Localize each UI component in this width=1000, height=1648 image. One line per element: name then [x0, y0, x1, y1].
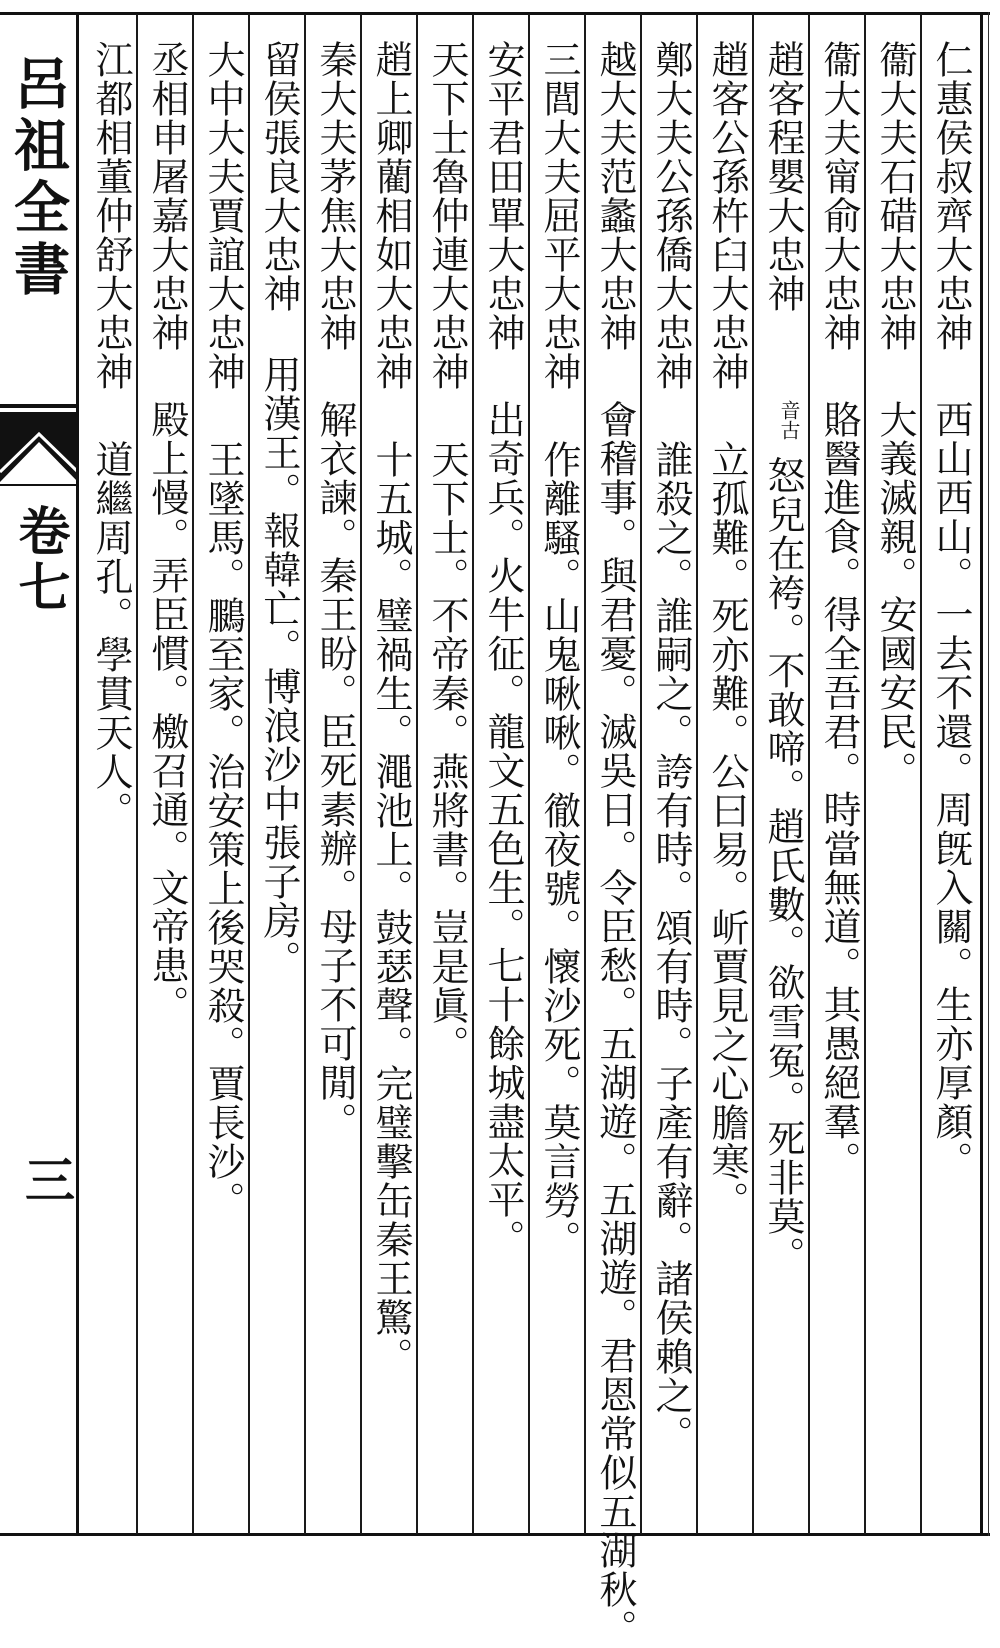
verse-text: 會稽事。與君憂。滅吳日。令臣愁。五湖遊。五湖遊。君恩常似五湖秋。 [593, 400, 637, 1648]
book-title: 呂祖全書 [5, 54, 71, 302]
verse-text: 誰殺之。誰嗣之。誇有時。頌有時。子產有辭。諸侯賴之。 [649, 440, 693, 1454]
deity-title: 越大夫范蠡大忠神 [593, 40, 637, 352]
deity-title: 衞大夫甯俞大忠神 [817, 40, 861, 352]
page-number: 三 [17, 1154, 76, 1204]
margin-divider [76, 14, 79, 1534]
verse-text: 天下士。不帝秦。燕將書。豈是眞。 [425, 440, 469, 1064]
verse-text: 出奇兵。火牛征。龍文五色生。七十餘城盡太平。 [481, 400, 525, 1258]
page-margin [0, 14, 78, 1534]
deity-title: 趙客程嬰大忠神 [761, 40, 805, 313]
verse-text: 賂醫進食。得全吾君。時當無道。其愚絕羣。 [817, 400, 861, 1180]
deity-title: 江都相董仲舒大忠神 [89, 40, 133, 391]
deity-title: 三閭大夫屈平大忠神 [537, 40, 581, 391]
deity-title: 趙客公孫杵臼大忠神 [705, 40, 749, 391]
verse-text: 大義滅親。安國安民。 [873, 400, 917, 790]
verse-text: 王墜馬。鵩至家。治安策上後哭殺。賈長沙。 [201, 440, 245, 1220]
volume-label: 卷七 [9, 504, 70, 616]
verse-text: 十五城。璧禍生。澠池上。鼓瑟聲。完璧擊缶秦王驚。 [369, 440, 413, 1376]
pronunciation-note: 音古 [777, 400, 801, 440]
deity-title: 鄭大夫公孫僑大忠神 [649, 40, 693, 391]
frame-bottom-border [0, 1533, 990, 1536]
deity-title: 衞大夫石碏大忠神 [873, 40, 917, 352]
deity-title: 趙上卿藺相如大忠神 [369, 40, 413, 391]
deity-title: 大中大夫賈誼大忠神 [201, 40, 245, 391]
deity-title: 仁惠侯叔齊大忠神 [929, 40, 973, 352]
deity-title: 安平君田單大忠神 [481, 40, 525, 352]
verse-text: 道繼周孔。學貫天人。 [89, 440, 133, 830]
verse-text: 立孤難。死亦難。公曰易。岓賈見之心膽寒。 [705, 440, 749, 1220]
deity-title: 秦大夫茅焦大忠神 [313, 40, 357, 352]
deity-title: 留侯張良大忠神 [257, 40, 301, 313]
verse-text: 解衣諫。秦王盼。臣死素辦。母子不可閒。 [313, 400, 357, 1141]
frame-top-border [0, 12, 990, 15]
fishtail-bottom-line [0, 484, 78, 486]
frame-right-border [980, 12, 983, 1536]
deity-title: 丞相申屠嘉大忠神 [145, 40, 189, 352]
verse-text: 西山西山。一去不還。周旣入關。生亦厚顏。 [929, 400, 973, 1180]
verse-text: 殿上慢。弄臣慣。檄召通。文帝患。 [145, 400, 189, 1024]
fishtail-top-line [0, 404, 78, 408]
frame-right-inner-border [988, 12, 989, 1536]
verse-text: 作離騷。山鬼啾啾。徹夜號。懷沙死。莫言勞。 [537, 440, 581, 1259]
verse-text: 怒兒在袴。不敢啼。趙氏數。欲雪冤。死非莫。 [761, 456, 805, 1275]
verse-text: 用漢王。報韓亡。博浪沙中張子房。 [257, 355, 301, 979]
deity-title: 天下士魯仲連大忠神 [425, 40, 469, 391]
fishtail-ornament [0, 412, 78, 482]
